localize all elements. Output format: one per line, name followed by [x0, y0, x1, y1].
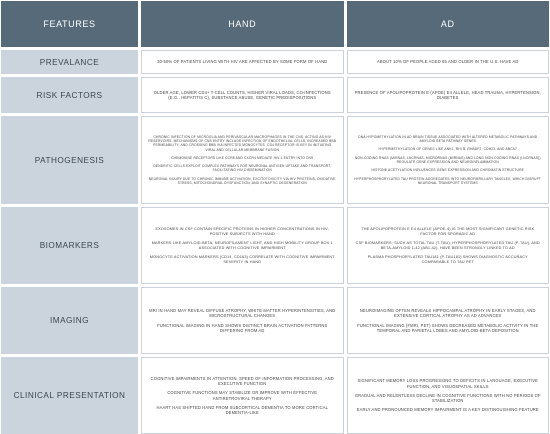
ad-paragraph: NEUROIMAGING OFTEN REVEALS HIPPOCAMPAL ATROPHY IN EARLY STAGES, AND EXTENSIVE CORTICAL ATROPHY AS AD ADVANCES: [359, 307, 536, 319]
ad-cell: [347, 287, 550, 354]
header-hand: HAND: [141, 1, 344, 47]
hand-paragraph: OLDER AGE, LOWER CD4+ T-CELL COUNTS, HIGHER VIRAL LOADS, CO-INFECTIONS (E.G., HEPATITIS C), SUBSTANCE ABUSE, GENETIC PREDISPOSITIONS: [153, 89, 331, 100]
ad-paragraph: GRADUAL AND RELENTLESS DECLINE IN COGNITIVE FUNCTIONS WITH NO PERIODS OF STABILIZATION: [354, 392, 541, 404]
ad-paragraph: EARLY AND PRONOUNCED MEMORY IMPAIRMENT IS A KEY DISTINGUISHING FEATURE: [356, 407, 539, 413]
feature-label: PATHOGENESIS: [1, 116, 138, 204]
ad-paragraph: HYPERMETHYLATION OF GENES LIKE ANK1, RHI B, RHBDF2, CDH23, AND ABCA7: [378, 147, 518, 152]
hand-paragraph: MONOCYTE ACTIVATION MARKERS (CD14, CD163) CORRELATE WITH COGNITIVE IMPAIRMENT SEVERITY IN HAND: [149, 254, 335, 264]
hand-paragraph: 30-50% OF PATIENTS LIVING WITH HIV ARE AFFECTED BY SOME FORM OF HAND: [157, 59, 328, 65]
hand-cell: [141, 287, 344, 354]
hand-paragraph: MARKERS LIKE AMYLOID-BETA, NEUROFILAMENT LIGHT, AND HIGH MOBILITY GROUP BOX 1 ASSOCIATED WITH COGNITIVE IMPAIRMENT: [151, 240, 333, 250]
hand-cell: [141, 207, 344, 284]
header-features: FEATURES: [1, 1, 138, 47]
ad-paragraph: HISTONE ACETYLATION INFLUENCES GENE EXPRESSION AND CHROMATIN STRUCTURE: [371, 168, 524, 173]
hand-paragraph: NEURONAL INJURY DUE TO CHRONIC IMMUNE ACTIVATION, EXCITOTOXICITY VIA HIV PROTEINS, OXIDATIVE STRESS, MITOCHONDRIAL DYSFUNCTION, AND SYNAPTIC DEGENERATION: [148, 176, 336, 186]
ad-paragraph: PRESENCE OF APOLIPOPROTEIN E (APOE) E4 ALLELE, HEAD TRAUMA, HYPERTENSION, DIABETES: [354, 89, 541, 100]
hand-paragraph: MRI IN HAND MAY REVEAL DIFFUSE ATROPHY, WHITE MATTER HYPERINTENSITIES, AND MICROSTRUCTURAL CHANGES: [149, 307, 336, 319]
hand-paragraph: COGNITIVE IMPAIRMENTS IN ATTENTION, SPEED OF INFORMATION PROCESSING, AND EXECUTIVE FUNCTION: [150, 375, 334, 386]
header-ad: AD: [347, 1, 550, 47]
hand-cell: [141, 357, 344, 434]
ad-cell: [347, 116, 550, 204]
feature-label: RISK FACTORS: [1, 77, 138, 113]
hand-paragraph: COGNITIVE FUNCTIONS MAY STABILIZE OR IMPROVE WITH EFFECTIVE ANTIRETROVIRAL THERAPY: [167, 390, 318, 401]
hand-paragraph: DENDRITIC CELLS EXPLOIT COMPLEX PATHWAYS FOR NEURONAL ANTIGEN UPTAKE AND TRANSPORT, FACILITATING HIV DISSEMINATION: [153, 164, 332, 173]
ad-paragraph: PLASMA PHOSPHORYLATED TAU181 (P-TAU181) SHOWS DIAGNOSTIC ACCURACY COMPARABLE TO TAU PET: [367, 254, 528, 264]
hand-paragraph: HAART HAS SHIFTED HAND FROM SUBCORTICAL DEMENTIA TO MORE CORTICAL DEMENTIA-LIKE: [156, 404, 329, 416]
hand-cell: [141, 77, 344, 113]
feature-label: CLINICAL PRESENTATION: [1, 357, 138, 434]
ad-paragraph: DNA HYPOMETHYLATION IN AD BRAIN TISSUE ASSOCIATED WITH ALTERED METABOLIC PATHWAYS AND AMYLOID BETA PATHWAY GENES: [358, 134, 538, 144]
hand-cell: [141, 116, 344, 204]
feature-label: BIOMARKERS: [1, 207, 138, 284]
ad-paragraph: NON-CODING RNAS (MIRNAS, LNCRNAS, MICRORNAS (MIRNAS) AND LONG NON-CODING RNAS (LNCRNAS)) REGULATE GENE EXPRESSION AND NEUROINFLAMMATION: [354, 155, 541, 164]
feature-label: IMAGING: [1, 287, 138, 354]
hand-paragraph: FUNCTIONAL IMAGING IN HAND SHOWS DISTINCT BRAIN ACTIVATION PATTERNS DIFFERING FROM AD: [157, 322, 328, 333]
hand-cell: [141, 50, 344, 74]
ad-paragraph: THE APOLIPOPROTEIN E E4 ALLELE (APOE-4) IS THE MOST SIGNIFICANT GENETIC RISK FACTOR FOR SPORADIC AD: [361, 226, 535, 236]
ad-paragraph: HYPERPHOSPHORYLATED TAU PROTEIN AGGREGATES INTO NEUROFIBRILLARY TANGLES, WHICH DISRUPT NEURONAL TRANSPORT SYSTEMS: [354, 176, 542, 185]
hand-paragraph: EXOSOMES IN CSF CONTAIN SPECIFIC PROTEINS IN HIGHER CONCENTRATIONS IN HIV-POSITIVE SUBJECTS WITH HAND: [155, 226, 330, 236]
ad-paragraph: SIGNIFICANT MEMORY LOSS PROGRESSING TO DEFICITS IN LANGUAGE, EXECUTIVE FUNCTION, AND VISUOSPATIAL SKILLS: [357, 378, 538, 389]
ad-cell: [347, 77, 550, 113]
feature-label: PREVALANCE: [1, 50, 138, 74]
ad-paragraph: CSF BIOMARKERS: SUCH AS TOTAL TAU (T-TAU), HYPERPHOSPHORYLATED TAU (P-TAU), AND BETA-AMYLOID 1-42 (AB1-42), HAVE BEEN STRONGLY LINKED TO AD: [355, 240, 540, 250]
hand-paragraph: CHEMOKINE RECEPTORS LIKE CCR5 AND CXCR4 MEDIATE HIV-1 ENTRY INTO CNS: [171, 155, 314, 160]
ad-paragraph: ABOUT 10% OF PEOPLE AGED 65 AND OLDER IN THE U.S. HAVE AD: [377, 59, 519, 65]
ad-cell: [347, 207, 550, 284]
ad-paragraph: FUNCTIONAL IMAGING (FMRI, PET) SHOWS DECREASED METABOLIC ACTIVITY IN THE TEMPORAL AND PARIETAL LOBES AND AMYLOID-BETA DEPOSITION: [357, 322, 539, 333]
ad-cell: [347, 357, 550, 434]
comparison-table: [1, 1, 549, 434]
hand-paragraph: CHRONIC INFECTION OF MICROGLIA AND PERIVASCULAR MACROPHAGES IN THE CNS, ACTING AS HIV RESERVOIRS. MECHANISMS OF CNS ENTRY INCLUDE INFECTION OF ENDOTHELIAL CELLS, INCREASED BBB PERMEABILITY, AND CROSSING BBB VIA INFECTED MONOCYTES. CD4 RECEPTOR IS KEY IN INITIATING VIRAL AND CELLULAR MEMBRANE FUSION: [148, 134, 337, 152]
ad-cell: [347, 50, 550, 74]
